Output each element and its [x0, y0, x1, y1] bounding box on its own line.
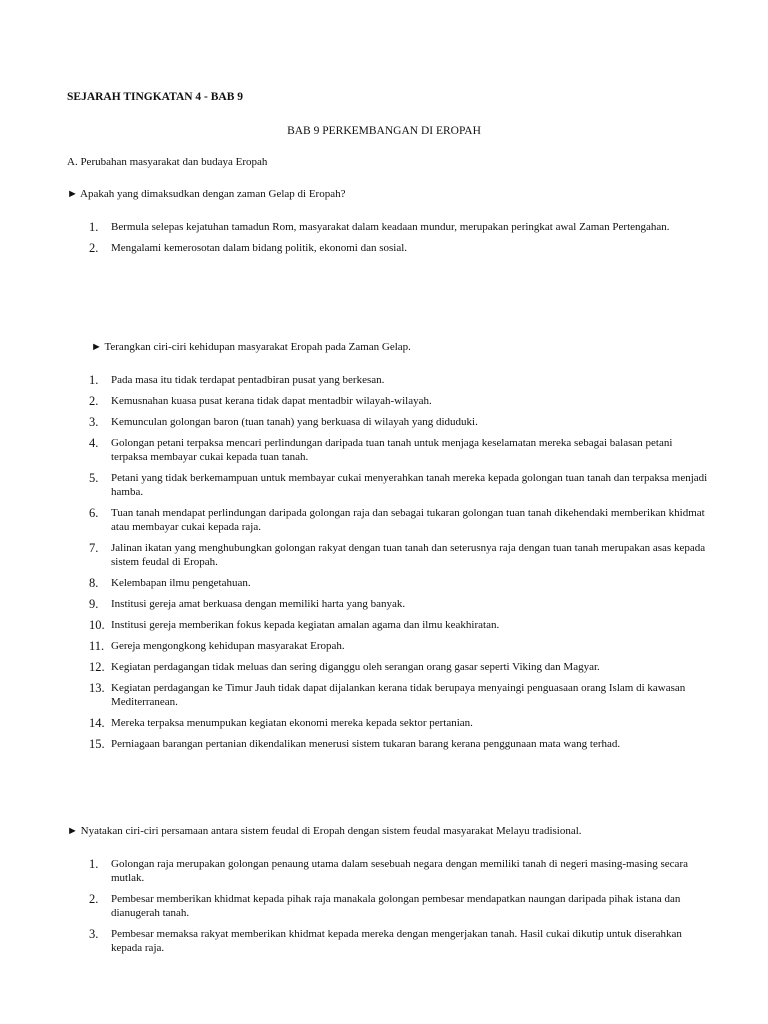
- answer-list-1: [89, 220, 709, 262]
- item-text: Pembesar memberikan khidmat kepada pihak raja manakala golongan pembesar mendapatkan naungan daripada pihak istana dan dianugerah tanah.: [111, 893, 681, 919]
- item-text: Kemusnahan kuasa pusat kerana tidak dapat mentadbir wilayah-wilayah.: [111, 395, 432, 407]
- answer-list-2: [89, 373, 709, 758]
- item-text: Petani yang tidak berkemampuan untuk membayar cukai menyerahkan tanah mereka kepada golongan tuan tanah dan terpaksa menjadi hamba.: [111, 472, 708, 498]
- item-number: 10.: [89, 618, 105, 632]
- list-item: [89, 618, 709, 632]
- item-text: Mengalami kemerosotan dalam bidang politik, ekonomi dan sosial.: [111, 242, 408, 254]
- item-number: 11.: [89, 639, 105, 653]
- item-number: 13.: [89, 681, 105, 695]
- list-item: [89, 241, 709, 255]
- list-item: [89, 597, 709, 611]
- list-item: [89, 436, 709, 464]
- list-item: [89, 576, 709, 590]
- item-text: Gereja mengongkong kehidupan masyarakat Eropah.: [111, 640, 345, 652]
- item-text: Bermula selepas kejatuhan tamadun Rom, masyarakat dalam keadaan mundur, merupakan peringkat awal Zaman Pertengahan.: [111, 221, 670, 233]
- item-text: Pembesar memaksa rakyat memberikan khidmat kepada mereka dengan mengerjakan tanah. Hasil cukai dikutip untuk diserahkan kepada raja.: [111, 928, 682, 954]
- item-text: Kemunculan golongan baron (tuan tanah) yang berkuasa di wilayah yang diduduki.: [111, 416, 478, 428]
- item-text: Mereka terpaksa menumpukan kegiatan ekonomi mereka kepada sektor pertanian.: [111, 717, 473, 729]
- list-item: [89, 892, 709, 920]
- list-item: [89, 220, 709, 234]
- list-item: [89, 927, 709, 955]
- item-number: 7.: [89, 541, 99, 555]
- item-number: 1.: [89, 220, 99, 234]
- item-text: Kelembapan ilmu pengetahuan.: [111, 577, 251, 589]
- question-3: ► Nyatakan ciri-ciri persamaan antara sistem feudal di Eropah dengan sistem feudal masyarakat Melayu tradisional.: [67, 825, 582, 837]
- list-item: [89, 394, 709, 408]
- list-item: [89, 737, 709, 751]
- item-number: 9.: [89, 597, 99, 611]
- item-text: Institusi gereja memberikan fokus kepada kegiatan amalan agama dan ilmu keakhiratan.: [111, 619, 500, 631]
- list-item: [89, 471, 709, 499]
- list-item: [89, 660, 709, 674]
- list-item: [89, 506, 709, 534]
- item-number: 12.: [89, 660, 105, 674]
- list-item: [89, 373, 709, 387]
- item-number: 15.: [89, 737, 105, 751]
- item-text: Golongan petani terpaksa mencari perlindungan daripada tuan tanah untuk menjaga keselamatan mereka sebagai balasan petani terpaksa membayar cukai kepada tuan tanah.: [111, 437, 673, 463]
- item-text: Kegiatan perdagangan ke Timur Jauh tidak dapat dijalankan kerana tidak berupaya menyaingi penguasaan orang Islam di kawasan Mediterranean.: [111, 682, 686, 708]
- item-number: 2.: [89, 394, 99, 408]
- item-number: 2.: [89, 892, 99, 906]
- question-2: ► Terangkan ciri-ciri kehidupan masyarakat Eropah pada Zaman Gelap.: [91, 341, 411, 353]
- list-item: [89, 716, 709, 730]
- item-text: Perniagaan barangan pertanian dikendalikan menerusi sistem tukaran barang kerana penggunaan mata wang terhad.: [111, 738, 621, 750]
- item-number: 3.: [89, 415, 99, 429]
- chapter-heading: BAB 9 PERKEMBANGAN DI EROPAH: [287, 125, 481, 137]
- question-1: ► Apakah yang dimaksudkan dengan zaman Gelap di Eropah?: [67, 188, 346, 200]
- item-number: 2.: [89, 241, 99, 255]
- item-text: Jalinan ikatan yang menghubungkan golongan rakyat dengan tuan tanah dan seterusnya raja dengan tuan tanah merupakan asas kepada sistem feudal di Eropah.: [111, 542, 706, 568]
- item-number: 1.: [89, 857, 99, 871]
- item-number: 8.: [89, 576, 99, 590]
- section-heading: A. Perubahan masyarakat dan budaya Eropah: [67, 156, 268, 168]
- item-number: 4.: [89, 436, 99, 450]
- list-item: [89, 541, 709, 569]
- item-number: 14.: [89, 716, 105, 730]
- list-item: [89, 415, 709, 429]
- item-number: 3.: [89, 927, 99, 941]
- answer-list-3: [89, 857, 709, 962]
- item-number: 1.: [89, 373, 99, 387]
- list-item: [89, 857, 709, 885]
- item-number: 5.: [89, 471, 99, 485]
- item-text: Institusi gereja amat berkuasa dengan memiliki harta yang banyak.: [111, 598, 406, 610]
- item-text: Tuan tanah mendapat perlindungan daripada golongan raja dan sebagai tukaran golongan tuan tanah dikehendaki memberikan khidmat atau membayar cukai kepada raja.: [111, 507, 705, 533]
- item-text: Golongan raja merupakan golongan penaung utama dalam sesebuah negara dengan memiliki tanah di negeri masing-masing secara mutlak.: [111, 858, 688, 884]
- list-item: [89, 681, 709, 709]
- item-text: Kegiatan perdagangan tidak meluas dan sering diganggu oleh serangan orang gasar seperti Viking dan Magyar.: [111, 661, 600, 673]
- item-text: Pada masa itu tidak terdapat pentadbiran pusat yang berkesan.: [111, 374, 385, 386]
- list-item: [89, 639, 709, 653]
- document-title: SEJARAH TINGKATAN 4 - BAB 9: [67, 91, 244, 103]
- item-number: 6.: [89, 506, 99, 520]
